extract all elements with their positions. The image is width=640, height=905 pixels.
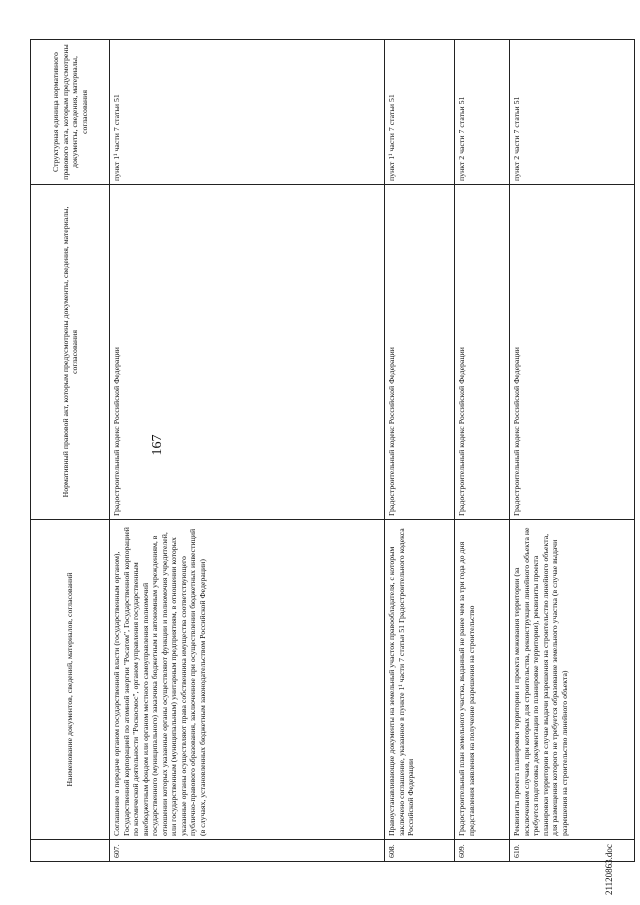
row-number: 610. bbox=[510, 840, 635, 862]
row-number: 607. bbox=[110, 840, 385, 862]
row-structural-unit: пункт 1¹ части 7 статьи 51 bbox=[110, 40, 385, 185]
header-legal-act: Нормативный правовой акт, которым предусмотрены документы, сведения, материалы, согласования bbox=[31, 185, 110, 520]
page-number: 167 bbox=[150, 434, 165, 456]
table-row bbox=[110, 40, 385, 862]
header-number bbox=[31, 840, 110, 862]
row-number: 608. bbox=[385, 840, 455, 862]
documents-table bbox=[30, 39, 635, 862]
footer-document-code: 21120863.doc bbox=[604, 844, 614, 895]
table-row bbox=[385, 40, 455, 862]
row-document-name: Соглашение о передаче органом государственной власти (государственным органом), Государственной корпорацией по атомной энергии "Росатом", Государственной корпорацией по космической деятельности "Роскосмос", органом управления государственным внебюджетным фондом или органом местного самоуправления полномочий государственного (муниципального) заказчика бюджетным и автономным учреждениям, в отношении которых указанные органы осуществляют функции и полномочия учредителей, или государственным (муниципальным) унитарным предприятиям, в отношении которых указанные органы осуществляют права собственника имущества соответствующего публично-правового образования, заключенное при осуществлении бюджетных инвестиций (в случаях, установленных бюджетным законодательством Российской Федерации) bbox=[110, 520, 385, 840]
row-document-name: Градостроительный план земельного участка, выданный не ранее чем за три года до дня представления заявления на получение разрешения на строительство bbox=[455, 520, 510, 840]
table-row bbox=[455, 40, 510, 862]
header-structural-unit: Структурная единица нормативного правового акта, которым предусмотрены документы, сведения, материалы, согласования bbox=[31, 40, 110, 185]
row-legal-act: Градостроительный кодекс Российской Федерации bbox=[455, 185, 510, 520]
row-structural-unit: пункт 2 части 7 статьи 51 bbox=[510, 40, 635, 185]
row-number: 609. bbox=[455, 840, 510, 862]
header-document-name: Наименование документов, сведений, материалов, согласований bbox=[31, 520, 110, 840]
table-header-row bbox=[31, 40, 110, 862]
table-row bbox=[510, 40, 635, 862]
row-legal-act: Градостроительный кодекс Российской Федерации bbox=[510, 185, 635, 520]
row-legal-act: Градостроительный кодекс Российской Федерации bbox=[110, 185, 385, 520]
row-document-name: Реквизиты проекта планировки территории и проекта межевания территории (за исключением случаев, при которых для строительства, реконструкции линейного объекта не требуется подготовка документации по планировке территории), реквизиты проекта планировки территории в случае выдачи разрешения на строительство линейного объекта, для размещения которого не требуется образование земельного участка (в случае выдачи разрешения на строительство линейного объекта) bbox=[510, 520, 635, 840]
row-structural-unit: пункт 1¹ части 7 статьи 51 bbox=[385, 40, 455, 185]
row-legal-act: Градостроительный кодекс Российской Федерации bbox=[385, 185, 455, 520]
row-structural-unit: пункт 2 части 7 статьи 51 bbox=[455, 40, 510, 185]
row-document-name: Правоустанавливающие документы на земельный участок правообладателя, с которым заключено соглашение, указанное в пункте 1¹ части 7 статьи 51 Градостроительного кодекса Российской Федерации bbox=[385, 520, 455, 840]
